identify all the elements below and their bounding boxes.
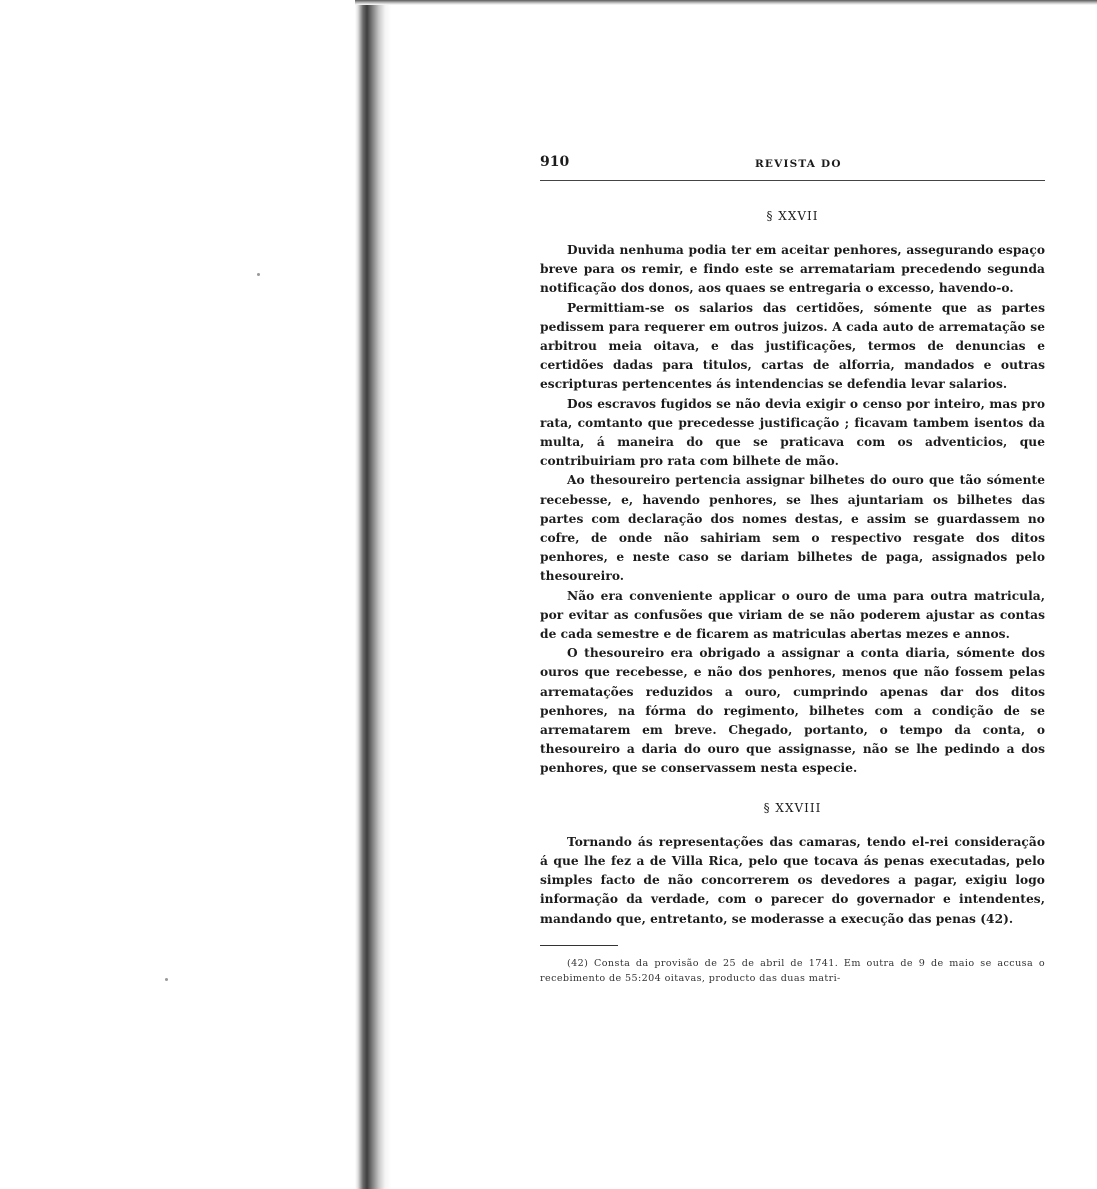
section-heading: § XXVII [766, 209, 819, 223]
paragraph: Não era conveniente applicar o ouro de uma para outra matricula, por evitar as confusões que viriam de se não poderem ajustar as contas de cada semestre e de ficarem as matriculas abertas mezes e annos. [540, 588, 1045, 642]
paragraph: Permittiam-se os salarios das certidões, sómente que as partes pedissem para requerer em outros juizos. A cada auto de arrematação se arbitrou meia oitava, e das justificações, termos de denuncias e certidões dadas para titulos, cartas de alforria, mandados e outras escripturas pertencentes ás intendencias se defendia levar salarios. [540, 300, 1045, 392]
footnote-rule [540, 945, 618, 946]
book-spine [355, 0, 391, 1189]
header-rule [540, 180, 1045, 181]
running-header [540, 150, 1045, 174]
paragraph: Ao thesoureiro pertencia assignar bilhetes do ouro que tão sómente recebesse, e, havendo penhores, se lhes ajuntariam os bilhetes das partes com declaração dos nomes destas, e assim se guardassem no cofre, de onde não sahiriam sem o respectivo resgate dos ditos penhores, e neste caso se dariam bilhetes de paga, assignados pelo thesoureiro. [540, 473, 1045, 584]
page-number: 910 [540, 154, 570, 170]
scan-speck [257, 273, 260, 276]
scan-speck [165, 978, 168, 981]
section-heading: § XXVIII [763, 800, 822, 815]
paragraph: Dos escravos fugidos se não devia exigir o censo por inteiro, mas pro rata, comtanto que precedesse justificação ; ficavam tambem isentos da multa, á maneira do que se praticava com os adventicios, que contribuiriam pro rata com bilhete de mão. [540, 396, 1045, 469]
document-page [540, 150, 1045, 986]
page-top-edge [355, 0, 1097, 5]
footnote: (42) Consta da provisão de 25 de abril de 1741. Em outra de 9 de maio se accusa o recebimento de 55:204 oitavas, producto das duas matri- [540, 957, 1045, 984]
paragraph: O thesoureiro era obrigado a assignar a conta diaria, sómente dos ouros que recebesse, e não dos penhores, menos que não fossem pelas arrematações reduzidos a ouro, cumprindo apenas dar dos ditos penhores, na fórma do regimento, bilhetes com a condição de se arrematarem em breve. Chegado, portanto, o tempo da conta, o thesoureiro a daria do ouro que assignasse, não se lhe pedindo a dos penhores, que se conservassem nesta especie. [540, 646, 1045, 776]
paragraph: Tornando ás representações das camaras, tendo el-rei consideração á que lhe fez a de Villa Rica, pelo que tocava ás penas executadas, pelo simples facto de não concorrerem os devedores a pagar, exigiu logo informação da verdade, com o parecer do governador e intendentes, mandando que, entretanto, se moderasse a execução das penas (42). [540, 834, 1045, 926]
running-title: REVISTA DO [755, 158, 842, 170]
paragraph: Duvida nenhuma podia ter em aceitar penhores, assegurando espaço breve para os remir, e findo este se arrematariam precedendo segunda notificação dos donos, aos quaes se entregaria o excesso, havendo-o. [540, 243, 1045, 296]
